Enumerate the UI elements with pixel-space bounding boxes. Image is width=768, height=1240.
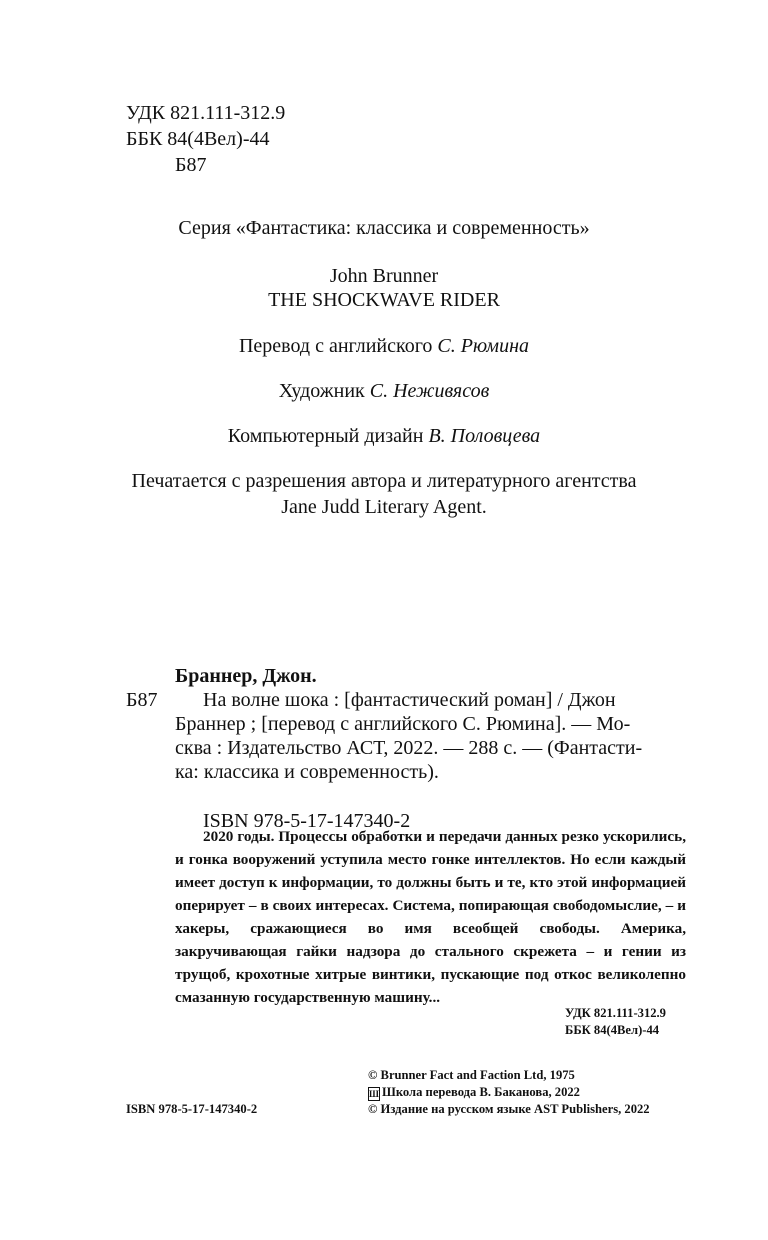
catalog-line-2: Браннер ; [перевод с английского С. Рюмина]. — Мо- (175, 713, 631, 735)
artist-label: Художник (278, 380, 365, 402)
annotation-udk: УДК 821.111-312.9 (565, 1006, 666, 1020)
annotation-bbk: ББК 84(4Вел)-44 (565, 1023, 660, 1037)
catalog-line-4: ка: классика и современность). (175, 761, 439, 783)
translation-label: Перевод с английского (238, 335, 433, 357)
catalog-line-3: сква : Издательство АСТ, 2022. — 288 с. — (Фантасти- (175, 737, 643, 759)
copyright-line-2-text: Школа перевода В. Баканова, 2022 (382, 1085, 580, 1099)
bottom-isbn: ISBN 978-5-17-147340-2 (126, 1102, 258, 1116)
copyright-line-3: © Издание на русском языке AST Publishers, 2022 (368, 1102, 650, 1116)
bbk-code: ББК 84(4Вел)-44 (126, 128, 270, 150)
permission-line-1: Печатается с разрешения автора и литературного агентства (131, 470, 637, 492)
original-title: THE SHOCKWAVE RIDER (268, 289, 500, 311)
permission-line-2: Jane Judd Literary Agent. (281, 496, 487, 518)
annotation-text: 2020 годы. Процессы обработки и передачи данных резко ускорились, и гонка вооружений уступила место гонке интеллектов. Но если каждый имеет доступ к информации, то должны быть и те, кто этой информацией оперирует – в своих интересах. Система, попирающая свободомыслие, – и хакеры, сражающиеся во имя всеобщей свободы. Америка, закручивающая гайки надзора до стального скрежета – и гении из трущоб, крохотные хитрые винтики, пускающие под откос великолепно смазанную государственную машину... (175, 828, 686, 1006)
original-author: John Brunner (329, 265, 439, 287)
author-mark: Б87 (175, 154, 207, 176)
series-line: Серия «Фантастика: классика и современность» (178, 217, 590, 239)
school-logo-icon: Ш (369, 1089, 379, 1099)
translator-name: С. Рюмина (437, 335, 529, 357)
catalog-mark: Б87 (126, 689, 158, 711)
catalog-line-1: На волне шока : [фантастический роман] / Джон (203, 689, 616, 711)
design-label: Компьютерный дизайн (227, 425, 424, 447)
copyright-line-2 (368, 1084, 580, 1101)
artist-name: С. Неживясов (369, 380, 490, 402)
udk-code: УДК 821.111-312.9 (126, 102, 286, 124)
translation-credit (0, 333, 768, 359)
artist-credit (0, 378, 768, 404)
catalog-isbn: ISBN 978-5-17-147340-2 (203, 810, 411, 832)
designer-name: В. Половцева (428, 425, 541, 447)
catalog-heading: Браннер, Джон. (175, 665, 317, 687)
copyright-line-1: © Brunner Fact and Faction Ltd, 1975 (368, 1068, 575, 1082)
design-credit (0, 423, 768, 449)
